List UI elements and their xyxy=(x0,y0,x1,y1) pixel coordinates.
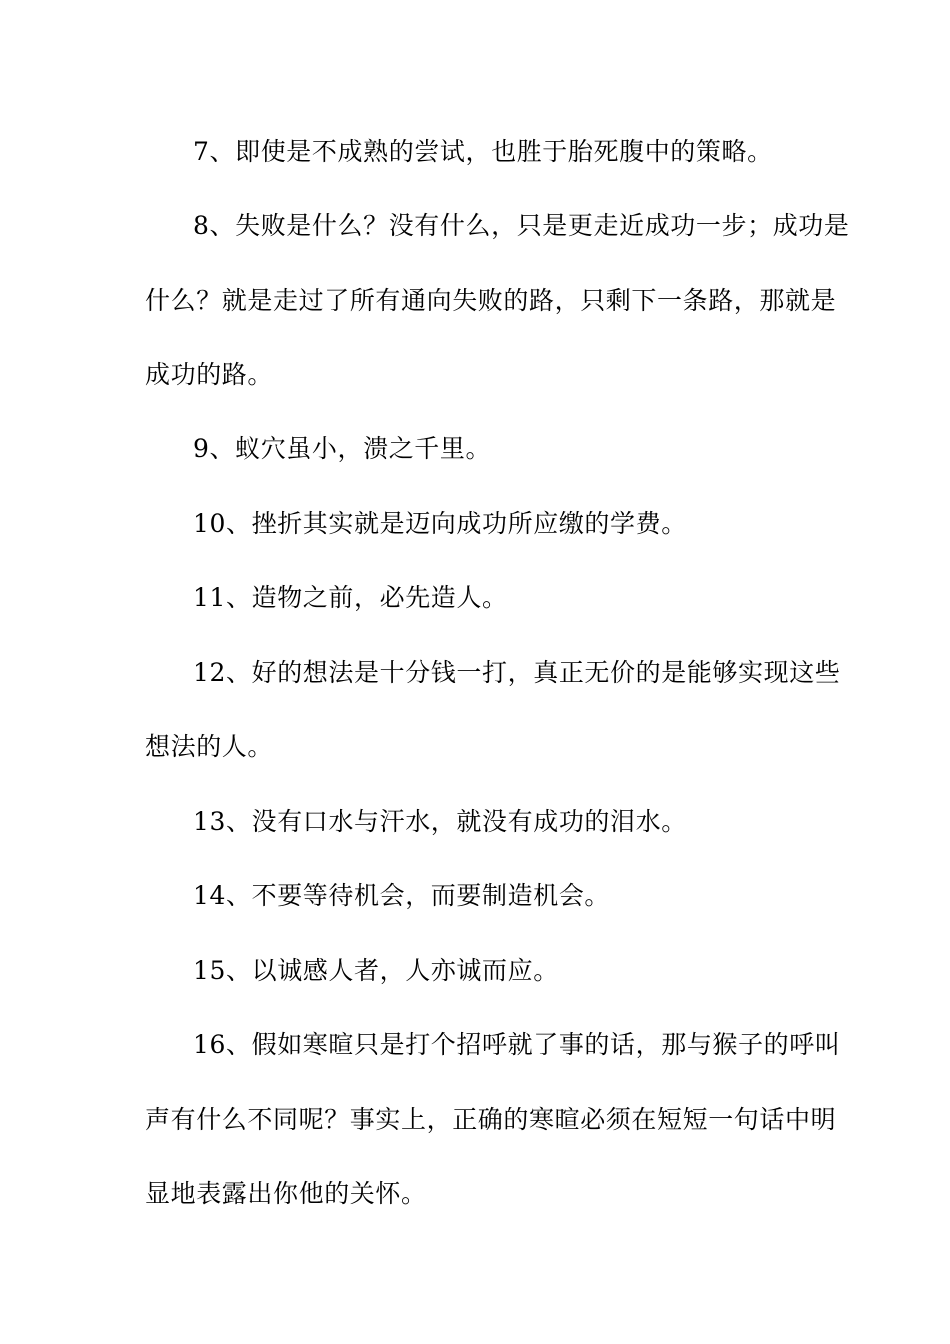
quote-11: 11、造物之前，必先造人。 xyxy=(193,583,508,612)
quote-12-line-2: 想法的人。 xyxy=(145,732,274,761)
quote-16-line-1: 16、假如寒暄只是打个招呼就了事的话，那与猴子的呼叫 xyxy=(193,1030,841,1059)
quote-14: 14、不要等待机会，而要制造机会。 xyxy=(193,881,611,910)
quote-7: 7、即使是不成熟的尝试，也胜于胎死腹中的策略。 xyxy=(193,137,773,166)
quote-8-line-3: 成功的路。 xyxy=(145,360,274,389)
quote-13: 13、没有口水与汗水，就没有成功的泪水。 xyxy=(193,807,687,836)
quote-8-line-2: 什么？就是走过了所有通向失败的路，只剩下一条路，那就是 xyxy=(145,286,837,315)
quote-15: 15、以诚感人者，人亦诚而应。 xyxy=(193,956,559,985)
quote-10: 10、挫折其实就是迈向成功所应缴的学费。 xyxy=(193,509,687,538)
quote-8-line-1: 8、失败是什么？没有什么，只是更走近成功一步；成功是 xyxy=(193,211,850,240)
quote-16-line-2: 声有什么不同呢？事实上，正确的寒暄必须在短短一句话中明 xyxy=(145,1105,837,1134)
quote-16-line-3: 显地表露出你他的关怀。 xyxy=(145,1179,427,1208)
quote-12-line-1: 12、好的想法是十分钱一打，真正无价的是能够实现这些 xyxy=(193,658,841,687)
quote-9: 9、蚁穴虽小，溃之千里。 xyxy=(193,434,492,463)
